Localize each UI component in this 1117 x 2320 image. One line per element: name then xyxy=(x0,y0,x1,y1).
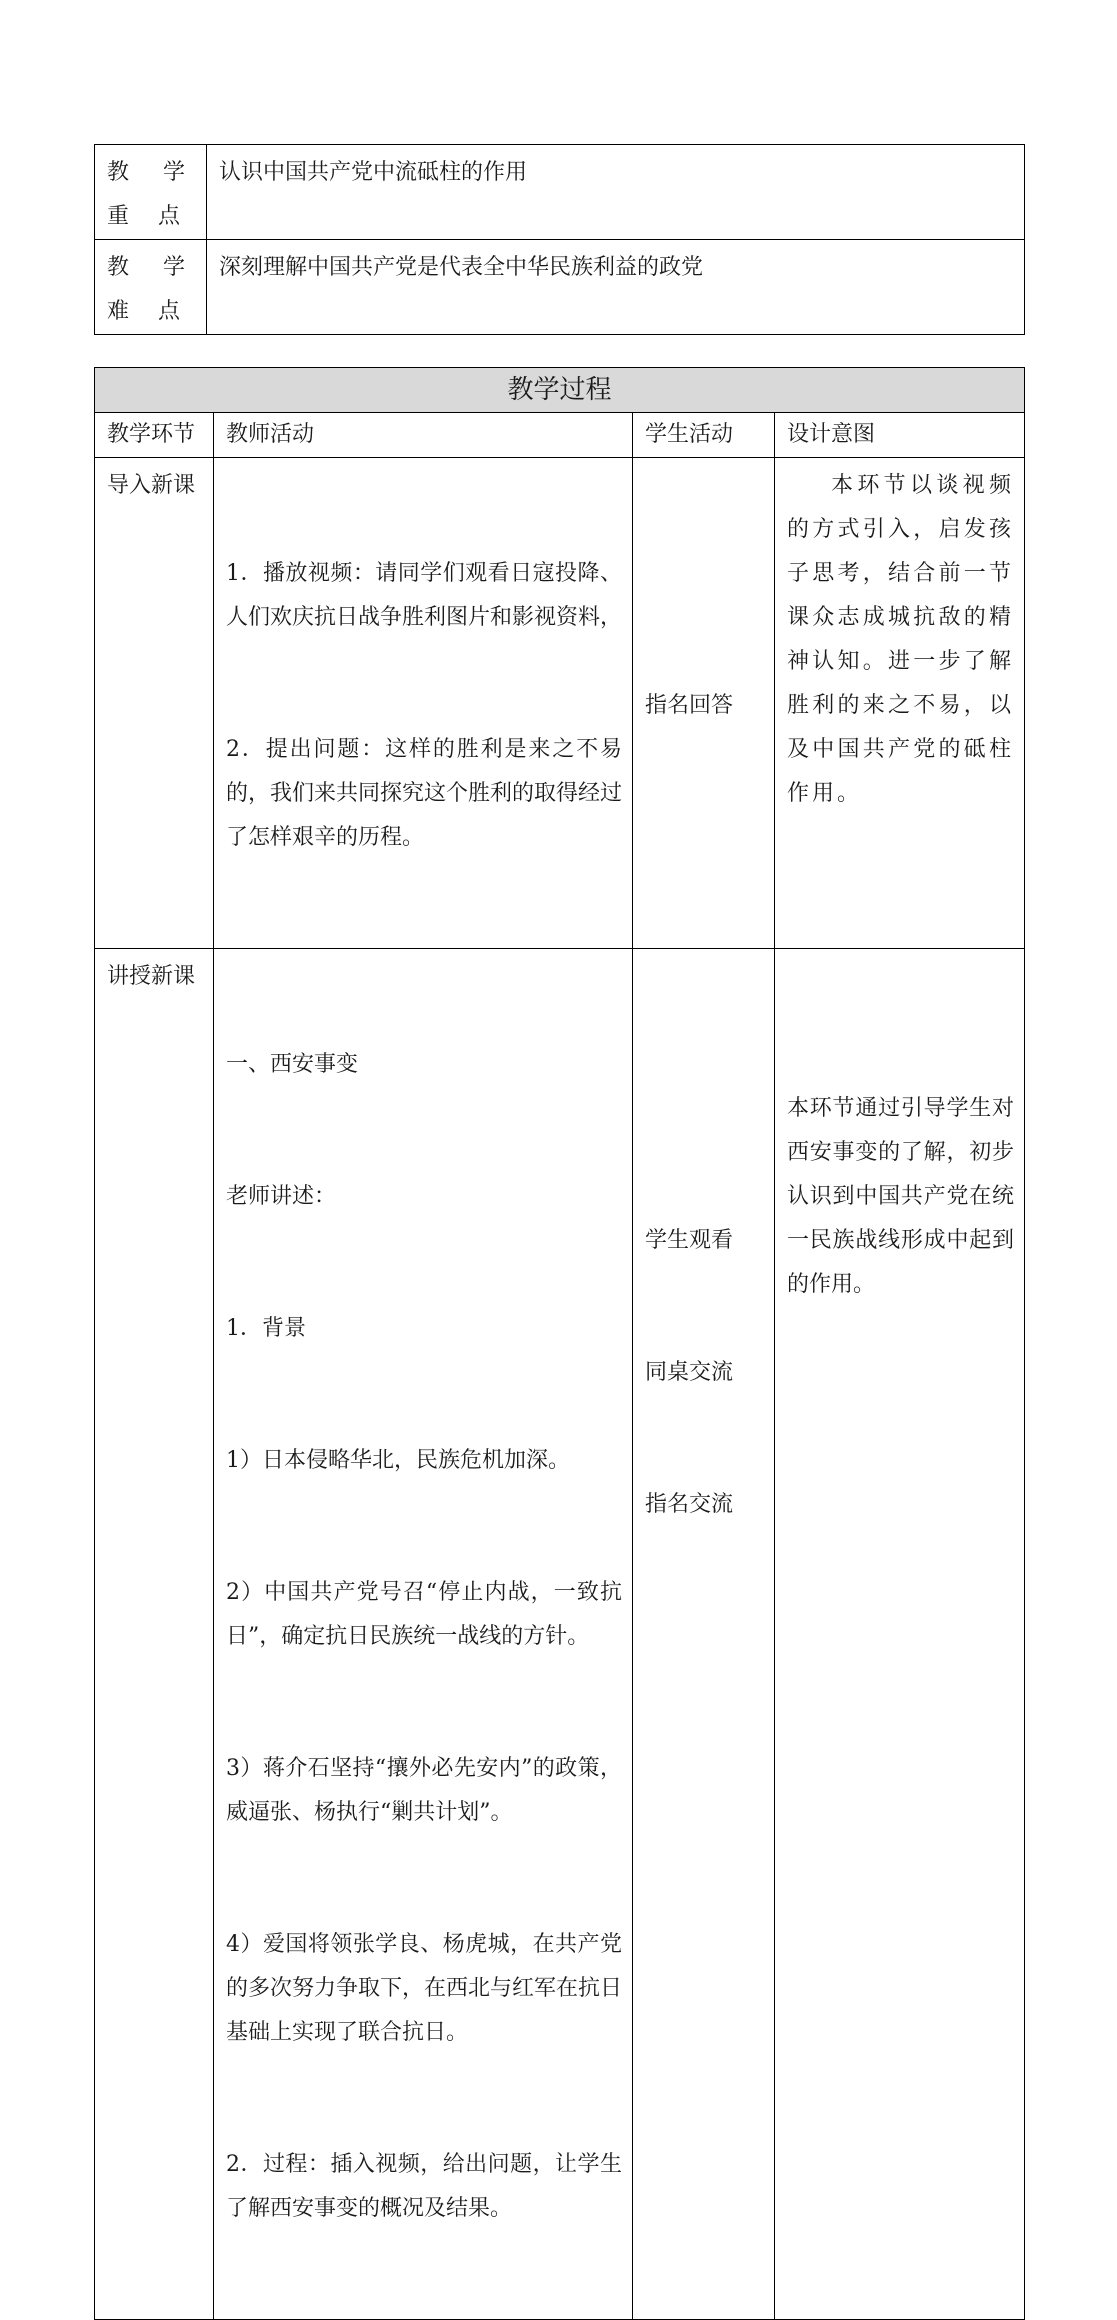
teacher-line: 1）日本侵略华北，民族危机加深。 xyxy=(226,1448,570,1473)
student-line: 指名回答 xyxy=(645,693,734,718)
design-intent: 本环节以谈视频的方式引入，启发孩子思考，结合前一节课众志成城抗敌的精神认知。进一步了解胜利的来之不易，以及中国共产党的砥柱作用。 xyxy=(787,473,1015,806)
teacher-line: 老师讲述： xyxy=(226,1184,337,1209)
design-intent-cell xyxy=(775,949,1025,2320)
teacher-line: 1．播放视频：请同学们观看日寇投降、人们欢庆抗日战争胜利图片和影视资料， xyxy=(226,561,623,630)
key-points-value: 认识中国共产党中流砥柱的作用 xyxy=(219,160,528,185)
header-intent: 设计意图 xyxy=(775,413,1025,458)
difficult-points-row xyxy=(95,240,1025,335)
teacher-line: 4）爱国将领张学良、杨虎城，在共产党的多次努力争取下，在西北与红军在抗日基础上实现了联合抗日。 xyxy=(226,1932,623,2045)
key-difficult-points-table xyxy=(94,144,1025,335)
key-points-row xyxy=(95,145,1025,240)
student-activity-cell xyxy=(633,458,775,949)
student-line: 学生观看 xyxy=(645,1228,734,1253)
teacher-line: 3）蒋介石坚持“攘外必先安内”的政策，威逼张、杨执行“剿共计划”。 xyxy=(226,1756,622,1825)
difficult-points-label-cell xyxy=(95,240,214,335)
teacher-activity-cell xyxy=(214,458,633,949)
teacher-activity-cell xyxy=(214,949,633,2320)
header-teacher: 教师活动 xyxy=(214,413,633,458)
key-points-label-cell xyxy=(95,145,214,240)
difficult-points-value-cell xyxy=(207,240,1025,335)
difficult-points-label: 教 学 难 点 xyxy=(107,255,214,324)
student-line: 同桌交流 xyxy=(645,1360,734,1385)
design-intent: 本环节通过引导学生对西安事变的了解，初步认识到中国共产党在统一民族战线形成中起到的作用。 xyxy=(787,1096,1015,1297)
teaching-process-table xyxy=(94,367,1025,2320)
header-row xyxy=(95,413,1025,458)
difficult-points-value: 深刻理解中国共产党是代表全中华民族利益的政党 xyxy=(219,255,704,280)
key-points-label: 教 学 重 点 xyxy=(107,160,214,229)
design-intent-cell xyxy=(775,458,1025,949)
teacher-line: 2．提出问题：这样的胜利是来之不易的，我们来共同探究这个胜利的取得经过了怎样艰辛的历程。 xyxy=(226,737,623,850)
process-title: 教学过程 xyxy=(95,368,1025,413)
process-title-row xyxy=(95,368,1025,413)
teacher-line: 一、西安事变 xyxy=(226,1052,359,1077)
header-student: 学生活动 xyxy=(633,413,775,458)
table-row xyxy=(95,949,1025,2320)
student-line: 指名交流 xyxy=(645,1492,734,1517)
stage-cell: 导入新课 xyxy=(95,458,214,949)
student-activity-cell xyxy=(633,949,775,2320)
header-stage: 教学环节 xyxy=(95,413,214,458)
teacher-line: 2）中国共产党号召“停止内战，一致抗日”，确定抗日民族统一战线的方针。 xyxy=(226,1580,622,1649)
key-points-value-cell xyxy=(207,145,1025,240)
table-row xyxy=(95,458,1025,949)
teacher-line: 2．过程：插入视频，给出问题，让学生了解西安事变的概况及结果。 xyxy=(226,2152,622,2221)
stage-cell: 讲授新课 xyxy=(95,949,214,2320)
teacher-line: 1．背景 xyxy=(226,1316,306,1341)
